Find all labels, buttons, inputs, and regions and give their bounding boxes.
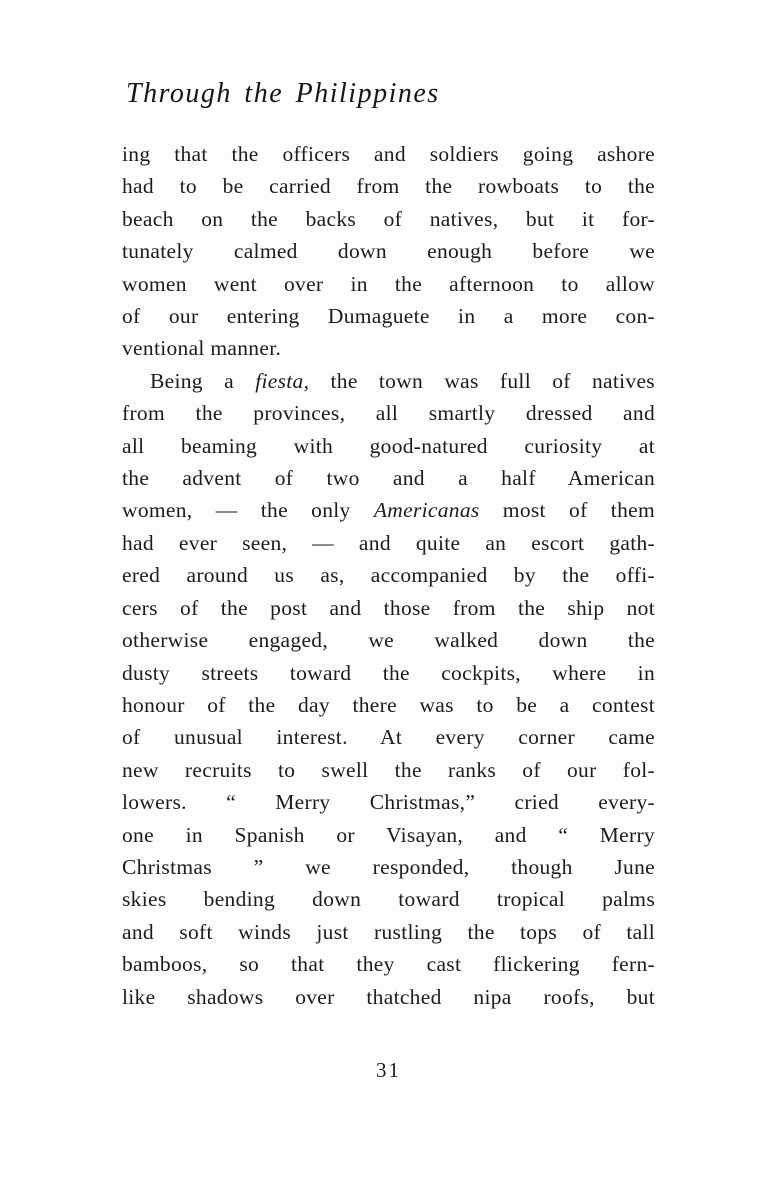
text-segment: women went over in the afternoon to allow <box>122 271 655 296</box>
running-header: Through the Philippines <box>126 78 440 109</box>
text-line <box>122 462 655 494</box>
text-segment: beach on the backs of natives, but it for- <box>122 206 655 231</box>
text-line <box>122 948 655 980</box>
text-line <box>122 235 655 267</box>
text-segment: dusty streets toward the cockpits, where in <box>122 660 655 685</box>
text-line <box>122 754 655 786</box>
text-segment: otherwise engaged, we walked down the <box>122 628 655 653</box>
body-text <box>122 138 655 1013</box>
text-line <box>122 332 655 364</box>
text-segment: from the provinces, all smartly dressed and <box>122 401 655 426</box>
text-segment: Being a <box>150 368 256 393</box>
text-segment: cers of the post and those from the ship not <box>122 595 655 620</box>
text-segment: of our entering Dumaguete in a more con- <box>122 304 655 329</box>
text-segment: had to be carried from the rowboats to the <box>122 174 655 199</box>
text-line <box>122 883 655 915</box>
text-line <box>122 819 655 851</box>
text-segment: the advent of two and a half American <box>122 466 655 491</box>
text-line <box>122 657 655 689</box>
text-segment: the town was full of natives <box>309 368 655 393</box>
italic-text: fiesta, <box>255 368 310 393</box>
text-line <box>122 430 655 462</box>
text-line <box>122 365 655 397</box>
text-segment: ventional manner. <box>122 336 282 361</box>
text-segment: skies bending down toward tropical palms <box>122 887 655 912</box>
text-segment: and soft winds just rustling the tops of tall <box>122 919 655 944</box>
text-segment: had ever seen, — and quite an escort gath- <box>122 530 655 555</box>
text-segment: bamboos, so that they cast flickering fern- <box>122 952 655 977</box>
text-line <box>122 916 655 948</box>
text-line <box>122 592 655 624</box>
text-line <box>122 268 655 300</box>
text-segment: lowers. “ Merry Christmas,” cried every- <box>122 790 655 815</box>
text-segment: like shadows over thatched nipa roofs, but <box>122 984 655 1009</box>
text-segment: ing that the officers and soldiers going ashore <box>122 142 655 166</box>
text-line <box>122 494 655 526</box>
text-segment: Christmas ” we responded, though June <box>122 854 655 879</box>
page-number: 31 <box>376 1058 401 1082</box>
text-segment: one in Spanish or Visayan, and “ Merry <box>122 822 655 847</box>
text-segment: of unusual interest. At every corner came <box>122 725 655 750</box>
text-segment: all beaming with good-natured curiosity at <box>122 433 655 458</box>
text-line <box>122 689 655 721</box>
text-line <box>122 851 655 883</box>
text-line <box>122 397 655 429</box>
text-segment: ered around us as, accompanied by the offi- <box>122 563 655 588</box>
text-segment: women, — the only <box>122 498 374 523</box>
text-line <box>122 559 655 591</box>
text-line <box>122 527 655 559</box>
text-line <box>122 786 655 818</box>
text-line <box>122 981 655 1013</box>
text-segment: tunately calmed down enough before we <box>122 239 655 264</box>
text-line <box>122 721 655 753</box>
text-line <box>122 624 655 656</box>
text-line <box>122 300 655 332</box>
text-segment: most of them <box>479 498 655 523</box>
text-segment: new recruits to swell the ranks of our fol- <box>122 757 655 782</box>
italic-text: Americanas <box>373 498 480 523</box>
text-line <box>122 138 655 170</box>
text-line <box>122 203 655 235</box>
text-segment: honour of the day there was to be a contest <box>122 692 655 717</box>
text-line <box>122 170 655 202</box>
